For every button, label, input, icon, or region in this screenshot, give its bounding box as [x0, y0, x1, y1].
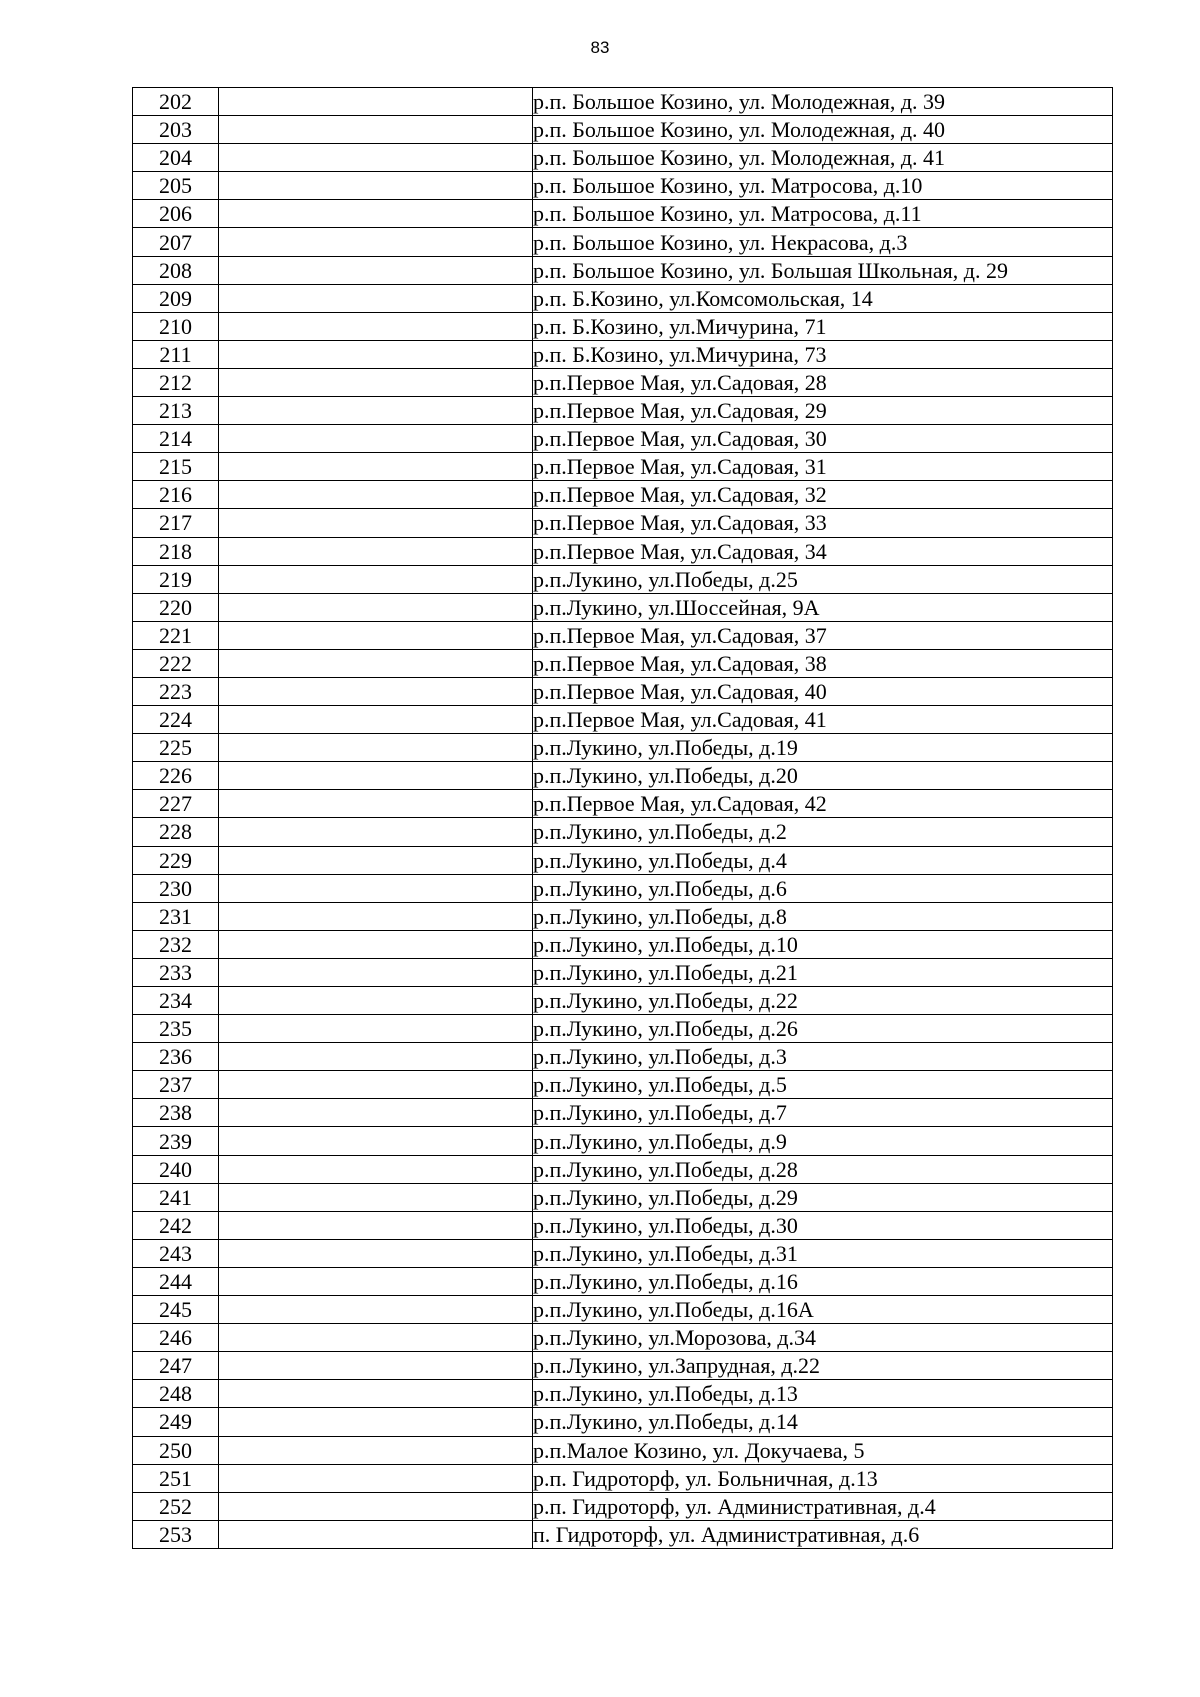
address-cell: р.п.Лукино, ул.Победы, д.21	[533, 958, 1113, 986]
address-cell: р.п.Первое Мая, ул.Садовая, 30	[533, 425, 1113, 453]
row-number: 211	[133, 340, 219, 368]
table-row	[133, 1296, 1113, 1324]
empty-cell	[219, 593, 533, 621]
address-cell: р.п.Первое Мая, ул.Садовая, 33	[533, 509, 1113, 537]
row-number: 204	[133, 144, 219, 172]
row-number: 213	[133, 397, 219, 425]
row-number: 231	[133, 902, 219, 930]
address-cell: р.п. Большое Козино, ул. Матросова, д.10	[533, 172, 1113, 200]
table-row	[133, 565, 1113, 593]
empty-cell	[219, 312, 533, 340]
row-number: 205	[133, 172, 219, 200]
address-cell: р.п. Большое Козино, ул. Молодежная, д. 39	[533, 88, 1113, 116]
address-cell: р.п.Первое Мая, ул.Садовая, 37	[533, 621, 1113, 649]
address-cell: р.п.Лукино, ул.Победы, д.8	[533, 902, 1113, 930]
empty-cell	[219, 621, 533, 649]
address-cell: р.п.Первое Мая, ул.Садовая, 31	[533, 453, 1113, 481]
address-table-body	[133, 88, 1113, 1549]
empty-cell	[219, 116, 533, 144]
address-cell: р.п.Лукино, ул.Победы, д.22	[533, 987, 1113, 1015]
address-table	[132, 87, 1113, 1549]
empty-cell	[219, 706, 533, 734]
address-cell: р.п.Лукино, ул.Победы, д.2	[533, 818, 1113, 846]
table-row	[133, 1015, 1113, 1043]
address-cell: р.п.Лукино, ул.Победы, д.16А	[533, 1296, 1113, 1324]
empty-cell	[219, 1436, 533, 1464]
address-cell: р.п.Лукино, ул.Победы, д.26	[533, 1015, 1113, 1043]
table-row	[133, 172, 1113, 200]
table-row	[133, 200, 1113, 228]
address-cell: р.п. Большое Козино, ул. Матросова, д.11	[533, 200, 1113, 228]
row-number: 242	[133, 1211, 219, 1239]
empty-cell	[219, 565, 533, 593]
table-row	[133, 1127, 1113, 1155]
address-cell: р.п.Лукино, ул.Победы, д.20	[533, 762, 1113, 790]
empty-cell	[219, 818, 533, 846]
row-number: 203	[133, 116, 219, 144]
address-cell: р.п.Лукино, ул.Запрудная, д.22	[533, 1352, 1113, 1380]
table-row	[133, 1043, 1113, 1071]
table-row	[133, 1211, 1113, 1239]
row-number: 214	[133, 425, 219, 453]
table-row	[133, 1324, 1113, 1352]
row-number: 219	[133, 565, 219, 593]
table-row	[133, 706, 1113, 734]
row-number: 240	[133, 1155, 219, 1183]
empty-cell	[219, 453, 533, 481]
row-number: 249	[133, 1408, 219, 1436]
address-cell: р.п.Лукино, ул.Победы, д.19	[533, 734, 1113, 762]
table-row	[133, 734, 1113, 762]
table-row	[133, 1492, 1113, 1520]
row-number: 244	[133, 1267, 219, 1295]
empty-cell	[219, 1183, 533, 1211]
address-cell: р.п. Б.Козино, ул.Мичурина, 73	[533, 340, 1113, 368]
address-cell: р.п.Лукино, ул.Победы, д.10	[533, 930, 1113, 958]
row-number: 206	[133, 200, 219, 228]
row-number: 253	[133, 1520, 219, 1548]
row-number: 202	[133, 88, 219, 116]
row-number: 245	[133, 1296, 219, 1324]
table-row	[133, 1380, 1113, 1408]
address-cell: р.п.Лукино, ул.Победы, д.7	[533, 1099, 1113, 1127]
empty-cell	[219, 144, 533, 172]
row-number: 225	[133, 734, 219, 762]
row-number: 234	[133, 987, 219, 1015]
row-number: 208	[133, 256, 219, 284]
table-row	[133, 144, 1113, 172]
table-row	[133, 397, 1113, 425]
address-cell: р.п.Лукино, ул.Победы, д.29	[533, 1183, 1113, 1211]
empty-cell	[219, 734, 533, 762]
empty-cell	[219, 340, 533, 368]
address-cell: р.п. Б.Козино, ул.Комсомольская, 14	[533, 284, 1113, 312]
address-cell: р.п.Первое Мая, ул.Садовая, 42	[533, 790, 1113, 818]
table-row	[133, 958, 1113, 986]
table-row	[133, 677, 1113, 705]
row-number: 210	[133, 312, 219, 340]
row-number: 207	[133, 228, 219, 256]
row-number: 241	[133, 1183, 219, 1211]
address-cell: р.п.Лукино, ул.Победы, д.14	[533, 1408, 1113, 1436]
empty-cell	[219, 1239, 533, 1267]
row-number: 227	[133, 790, 219, 818]
empty-cell	[219, 1296, 533, 1324]
empty-cell	[219, 1071, 533, 1099]
empty-cell	[219, 762, 533, 790]
address-cell: р.п. Большое Козино, ул. Молодежная, д. 40	[533, 116, 1113, 144]
table-row	[133, 425, 1113, 453]
table-row	[133, 116, 1113, 144]
row-number: 247	[133, 1352, 219, 1380]
empty-cell	[219, 1408, 533, 1436]
empty-cell	[219, 200, 533, 228]
empty-cell	[219, 1520, 533, 1548]
row-number: 230	[133, 874, 219, 902]
row-number: 235	[133, 1015, 219, 1043]
empty-cell	[219, 1211, 533, 1239]
row-number: 223	[133, 677, 219, 705]
row-number: 238	[133, 1099, 219, 1127]
empty-cell	[219, 481, 533, 509]
empty-cell	[219, 902, 533, 930]
table-row	[133, 874, 1113, 902]
address-cell: р.п.Лукино, ул.Победы, д.31	[533, 1239, 1113, 1267]
table-row	[133, 762, 1113, 790]
empty-cell	[219, 987, 533, 1015]
address-cell: р.п.Лукино, ул.Шоссейная, 9А	[533, 593, 1113, 621]
table-row	[133, 818, 1113, 846]
row-number: 252	[133, 1492, 219, 1520]
address-cell: р.п. Гидроторф, ул. Больничная, д.13	[533, 1464, 1113, 1492]
address-cell: р.п.Лукино, ул.Победы, д.4	[533, 846, 1113, 874]
empty-cell	[219, 1015, 533, 1043]
empty-cell	[219, 874, 533, 902]
address-cell: р.п. Большое Козино, ул. Молодежная, д. 41	[533, 144, 1113, 172]
address-cell: п. Гидроторф, ул. Административная, д.6	[533, 1520, 1113, 1548]
table-row	[133, 284, 1113, 312]
row-number: 216	[133, 481, 219, 509]
empty-cell	[219, 284, 533, 312]
address-cell: р.п. Большое Козино, ул. Большая Школьная, д. 29	[533, 256, 1113, 284]
row-number: 237	[133, 1071, 219, 1099]
row-number: 221	[133, 621, 219, 649]
empty-cell	[219, 368, 533, 396]
table-row	[133, 902, 1113, 930]
table-row	[133, 340, 1113, 368]
address-cell: р.п.Лукино, ул.Морозова, д.34	[533, 1324, 1113, 1352]
address-cell: р.п.Лукино, ул.Победы, д.13	[533, 1380, 1113, 1408]
empty-cell	[219, 1464, 533, 1492]
empty-cell	[219, 958, 533, 986]
table-row	[133, 1408, 1113, 1436]
address-cell: р.п.Первое Мая, ул.Садовая, 40	[533, 677, 1113, 705]
table-row	[133, 1436, 1113, 1464]
table-row	[133, 1352, 1113, 1380]
address-cell: р.п.Лукино, ул.Победы, д.25	[533, 565, 1113, 593]
address-cell: р.п.Лукино, ул.Победы, д.9	[533, 1127, 1113, 1155]
table-row	[133, 509, 1113, 537]
empty-cell	[219, 88, 533, 116]
empty-cell	[219, 930, 533, 958]
page-number: 83	[590, 38, 610, 57]
row-number: 218	[133, 537, 219, 565]
address-cell: р.п. Б.Козино, ул.Мичурина, 71	[533, 312, 1113, 340]
table-row	[133, 649, 1113, 677]
table-row	[133, 453, 1113, 481]
row-number: 222	[133, 649, 219, 677]
table-row	[133, 930, 1113, 958]
empty-cell	[219, 1267, 533, 1295]
address-cell: р.п.Первое Мая, ул.Садовая, 41	[533, 706, 1113, 734]
row-number: 246	[133, 1324, 219, 1352]
row-number: 212	[133, 368, 219, 396]
row-number: 232	[133, 930, 219, 958]
empty-cell	[219, 1099, 533, 1127]
address-cell: р.п.Лукино, ул.Победы, д.3	[533, 1043, 1113, 1071]
empty-cell	[219, 228, 533, 256]
address-cell: р.п.Первое Мая, ул.Садовая, 38	[533, 649, 1113, 677]
table-row	[133, 846, 1113, 874]
row-number: 243	[133, 1239, 219, 1267]
address-cell: р.п.Первое Мая, ул.Садовая, 32	[533, 481, 1113, 509]
address-cell: р.п.Лукино, ул.Победы, д.16	[533, 1267, 1113, 1295]
table-row	[133, 1183, 1113, 1211]
row-number: 209	[133, 284, 219, 312]
row-number: 224	[133, 706, 219, 734]
empty-cell	[219, 509, 533, 537]
row-number: 217	[133, 509, 219, 537]
empty-cell	[219, 846, 533, 874]
table-row	[133, 228, 1113, 256]
row-number: 251	[133, 1464, 219, 1492]
row-number: 239	[133, 1127, 219, 1155]
table-row	[133, 790, 1113, 818]
row-number: 233	[133, 958, 219, 986]
address-cell: р.п.Первое Мая, ул.Садовая, 29	[533, 397, 1113, 425]
empty-cell	[219, 1380, 533, 1408]
address-cell: р.п.Лукино, ул.Победы, д.30	[533, 1211, 1113, 1239]
empty-cell	[219, 677, 533, 705]
table-row	[133, 312, 1113, 340]
address-cell: р.п. Гидроторф, ул. Административная, д.4	[533, 1492, 1113, 1520]
empty-cell	[219, 1043, 533, 1071]
row-number: 250	[133, 1436, 219, 1464]
table-row	[133, 537, 1113, 565]
table-row	[133, 256, 1113, 284]
row-number: 248	[133, 1380, 219, 1408]
row-number: 229	[133, 846, 219, 874]
empty-cell	[219, 1155, 533, 1183]
table-row	[133, 1155, 1113, 1183]
table-row	[133, 1099, 1113, 1127]
empty-cell	[219, 397, 533, 425]
table-row	[133, 481, 1113, 509]
table-row	[133, 88, 1113, 116]
table-row	[133, 1071, 1113, 1099]
empty-cell	[219, 537, 533, 565]
row-number: 215	[133, 453, 219, 481]
empty-cell	[219, 256, 533, 284]
table-row	[133, 1464, 1113, 1492]
empty-cell	[219, 172, 533, 200]
empty-cell	[219, 649, 533, 677]
table-row	[133, 987, 1113, 1015]
table-row	[133, 368, 1113, 396]
address-cell: р.п.Лукино, ул.Победы, д.28	[533, 1155, 1113, 1183]
table-row	[133, 1520, 1113, 1548]
empty-cell	[219, 1127, 533, 1155]
address-cell: р.п.Первое Мая, ул.Садовая, 34	[533, 537, 1113, 565]
address-cell: р.п.Лукино, ул.Победы, д.5	[533, 1071, 1113, 1099]
table-row	[133, 1239, 1113, 1267]
table-row	[133, 593, 1113, 621]
address-cell: р.п.Лукино, ул.Победы, д.6	[533, 874, 1113, 902]
row-number: 228	[133, 818, 219, 846]
empty-cell	[219, 425, 533, 453]
empty-cell	[219, 1492, 533, 1520]
address-cell: р.п. Большое Козино, ул. Некрасова, д.3	[533, 228, 1113, 256]
table-row	[133, 621, 1113, 649]
empty-cell	[219, 1352, 533, 1380]
address-cell: р.п.Малое Козино, ул. Докучаева, 5	[533, 1436, 1113, 1464]
row-number: 236	[133, 1043, 219, 1071]
table-row	[133, 1267, 1113, 1295]
empty-cell	[219, 1324, 533, 1352]
empty-cell	[219, 790, 533, 818]
row-number: 220	[133, 593, 219, 621]
address-cell: р.п.Первое Мая, ул.Садовая, 28	[533, 368, 1113, 396]
row-number: 226	[133, 762, 219, 790]
